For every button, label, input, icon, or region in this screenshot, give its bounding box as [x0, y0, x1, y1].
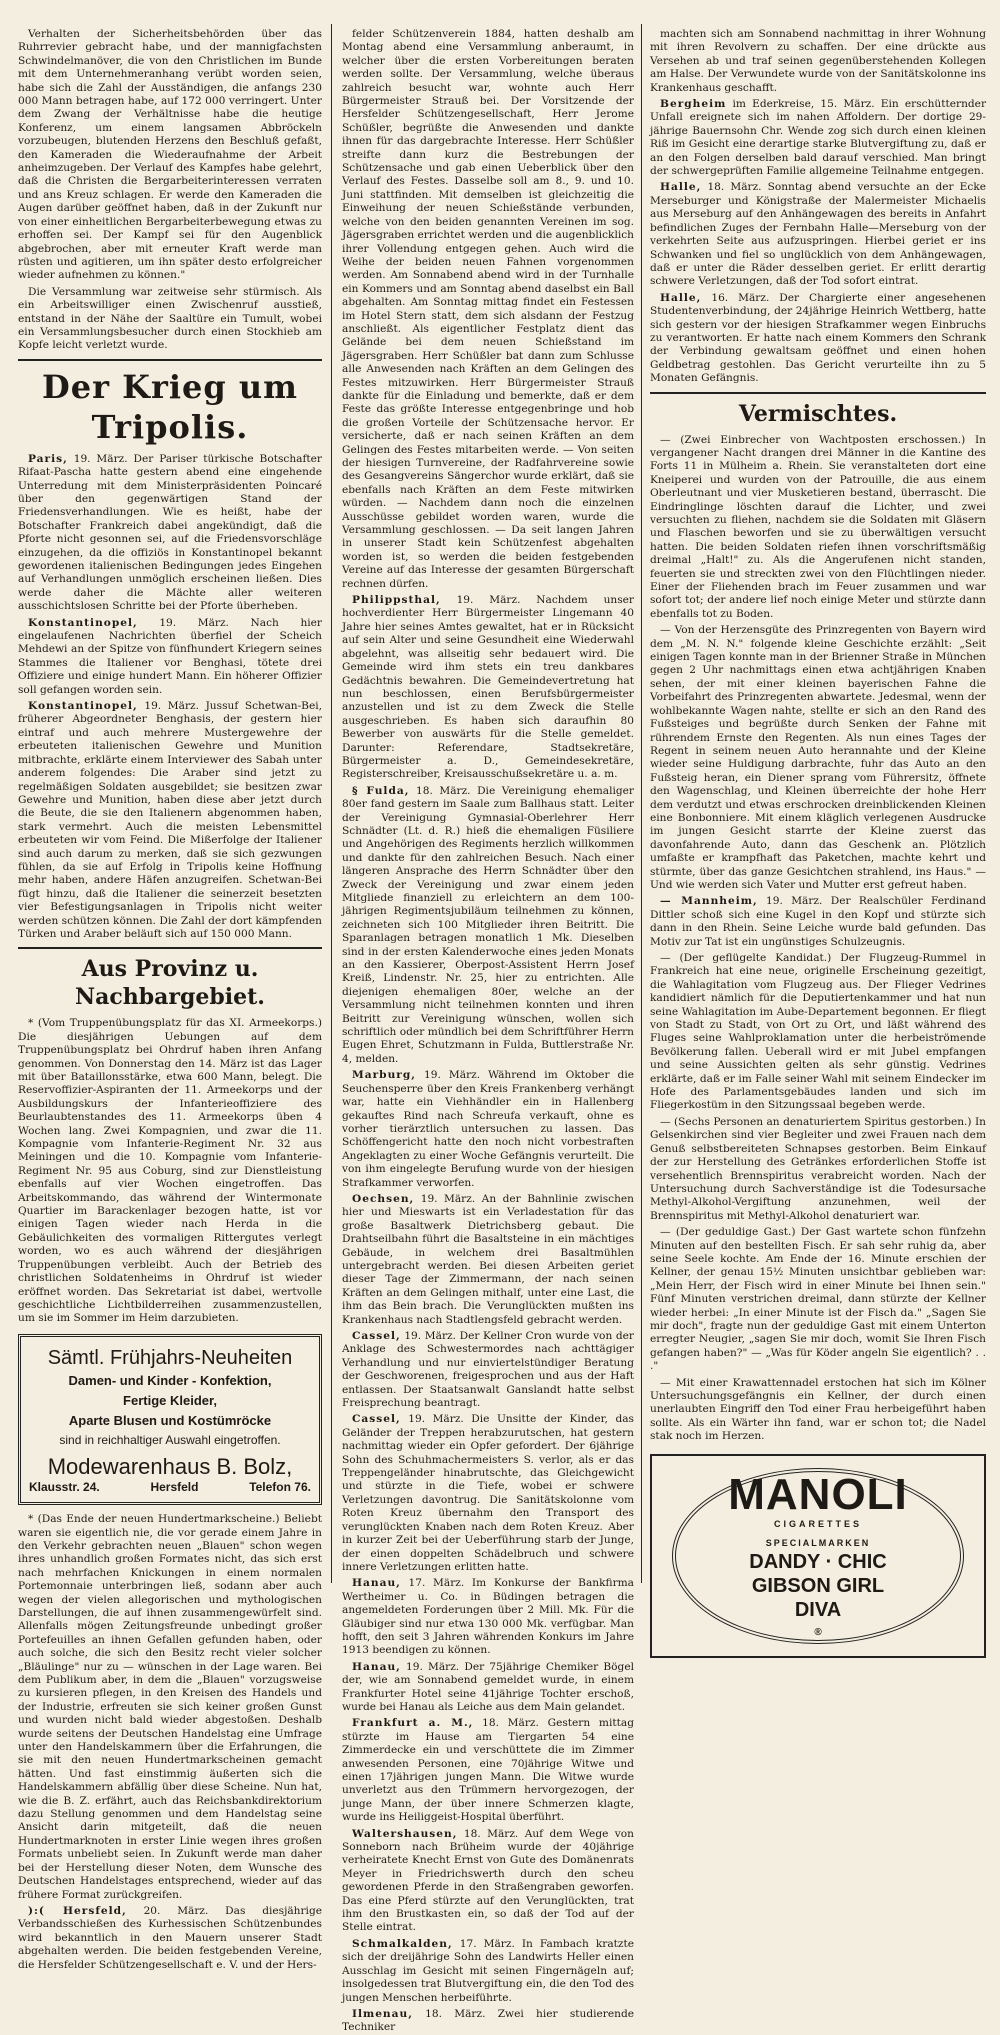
news-text: im Ederkreise, 15. März. Ein erschütternder Unfall ereignete sich im nahen Affoldern. Der dortige 29-jährige Bauernsohn Chr. Wende zog sich durch einen kleinen Riß im Gesicht eine derartige starke Blutvergiftung zu, daß er an den Folgen derselben bald darauf verschied. Man bringt der schwergeprüften Familie allgemeine Teilnahme entgegen.: [650, 98, 987, 178]
dateline: — Mannheim,: [660, 895, 758, 908]
manoli-brand-line: GIBSON GIRL: [751, 1575, 885, 1598]
news-item: [650, 181, 986, 288]
news-item: — (Der geflügelte Kandidat.) Der Flugzeug-Rummel in Frankreich hat eine neue, originelle Erscheinung gezeitigt, die Wahlagitation vom Flugzeug aus. Der Flieger Vedrines kandidiert nämlich für die Deputiertenkammer und hat nun seine Wahlagitation im Aube-Departement begonnen. Er fliegt von Stadt zu Stadt, von Ort zu Ort, und läßt während des Fluges seine Wahlproklamation unter die herbeiströmende Bevölkerung fallen. Ueberall wird er mit Jubel empfangen und seine Aussichten gelten als sehr günstig. Vedrines erklärte, daß er im Falle seiner Wahl mit seinem Eindecker im Hofe des Parlamentsgebäudes landen und sich im Fliegerkostüm in den Sitzungssaal begeben werde.: [650, 952, 986, 1112]
ad-town: Hersfeld: [150, 1479, 199, 1494]
ad-street: Klausstr. 24.: [29, 1479, 100, 1494]
article-continuation: Verhalten der Sicherheitsbehörden über das Ruhrrevier gebracht habe, und der mannigfachsten Schwindelmanöver, die von den Christlichen im Bunde mit dem Unternehmeranhang verübt worden seien, habe sich die Zahl der Ausständigen, die anfangs 230 000 Mann betragen habe, auf 172 000 verringert. Unter dem Zwang der Verhältnisse habe die heutige Konferenz, um einem langsamen Abbröckeln vorzubeugen, blutenden Herzens den Beschluß gefaßt, den Kameraden die Wiederaufnahme der Arbeit anheimzugeben. Der Verlauf des Kampfes habe gelehrt, daß die Christen die Bergarbeiterinteressen verraten und ans Kreuz schlagen. Er werde den Kameraden die Augen darüber geöffnet haben, daß in der Zukunft nur von einer einheitlichen Bergarbeiterbewegung etwas zu erhoffen sei. Der Kampf sei für den Augenblick abgebrochen, aber mit erneuter Kraft werde man rüsten und agitieren, um ihn später desto erfolgreicher wieder aufnehmen zu können.": [18, 28, 322, 282]
dateline: Halle,: [660, 181, 702, 194]
news-item: — Mit einer Krawattennadel erstochen hat sich im Kölner Untersuchungsgefängnis ein Kellner, der durch einen unerlaubten Eingriff den Tod einer Frau herbeigeführt haben sollte. Als ein Wärter ihn fand, war er schon tot; die Nadel stak noch im Herzen.: [650, 1376, 986, 1443]
ad-store-name: Modewarenhaus B. Bolz,: [47, 1453, 293, 1479]
article-continuation: felder Schützenverein 1884, hatten deshalb am Montag abend eine Versammlung anberaumt, in welcher über die ersten Vorbereitungen beraten werden sollte. Der Versammlung, welche überaus zahlreich besucht war, wohnte auch Herr Bürgermeister Strauß bei. Der Vorsitzende der Hersfelder Schützengesellschaft, Herr Jerome Schüßler, begrüßte die Anwesenden und dankte ihnen für das dargebrachte Interesse. Herr Schüßler streifte dann kurz die Bestrebungen der Schützensache und gab einen Ueberblick über den Verlauf des Festes. Dasselbe soll am 8., 9. und 10. Juni stattfinden. Mit demselben ist gleichzeitig die Einweihung der neuen Schießstände verbunden, welche von den beiden genannten Vereinen im sog. Jägersgraben errichtet werden und die augenblicklich ihrer Vollendung entgegen gehen. Auch wird die Weihe der beiden neuen Fahnen vorgenommen werden. Am Sonnabend abend wird in der Turnhalle ein Kommers und am Sonntag abend daselbst ein Ball abgehalten. Am Sonntag mittag findet ein Festessen im Hotel Stern statt, dem sich alsdann der Festzug anschließt. Als eigentlicher Festplatz dient das Gelände bei dem neuen Schießstand im Jägersgraben. Herr Schüßler bat dann zum Schlusse alle Anwesenden nach Kräften an dem Gelingen des Festes mitzuwirken. Herr Bürgermeister Strauß dankte für die Einladung und bemerkte, daß er dem Feste das größte Interesse entgegenbringe und hob die großen Vorteile der Schützensache hervor. Er versicherte, daß er nach seinen Kräften an dem Gelingen des Festes mitarbeiten werde. — Von seiten der hiesigen Turnvereine, der Radfahrvereine sowie des Gesangvereins Sängerchor wurde erklärt, daß sie ebenfalls nach Kräften an dem Feste mitwirken würden. — Nachdem dann noch die einzelnen Ausschüsse gebildet worden waren, wurde die Versammlung geschlossen. — Da seit langen Jahren in unserer Stadt kein Schützenfest abgehalten worden ist, so werden die beiden festgebenden Vereine auf das Interesse der gesamten Bürgerschaft rechnen dürfen.: [342, 28, 634, 590]
news-item: — (Zwei Einbrecher von Wachtposten erschossen.) In vergangener Nacht drangen drei Männer in die Kantine des Forts 11 in Mülheim a. Rhein. Sie veranstalteten dort eine Kneiperei und wurden von der Patrouille, die aus einem Oberleutnant und vier Musketieren bestand, überrascht. Die Eindringlinge löschten darauf die Lichter, und zwei versuchten zu fliehen, nachdem sie die Soldaten mit Gläsern und Flaschen beworfen und sie zu überwältigen versucht hatten. Die beiden Soldaten riefen ihnen vorschriftsmäßig dreimal „Halt!" zu. Als die Angerufenen nicht standen, feuerten sie und streckten zwei von den Flüchtlingen nieder. Einer der Fliehenden brach im Feuer zusammen und war sofort tot; der andere lief noch einige Meter und stürzte dann ebenfalls tot zu Boden.: [650, 433, 986, 620]
ad-address: [29, 1481, 311, 1494]
dateline: Halle,: [660, 291, 702, 304]
section-divider: [18, 359, 322, 361]
news-item: [342, 1193, 634, 1327]
news-item: — (Sechs Personen an denaturiertem Spiritus gestorben.) In Gelsenkirchen sind vier Begleiter und zwei Frauen nach dem Genuß selbstbereiteten Schnapses gestorben. Beim Einkauf der zur Herstellung des Getränkes erforderlichen Stoffe ist versehentlich Brennspiritus verabreicht worden. Nach der Untersuchung durch Sachverständige ist die Todesursache Methyl-Alkohol-Vergiftung anzunehmen, weil der Brennspiritus mit Methyl-Alkohol denaturiert war.: [650, 1115, 986, 1222]
dateline: Paris,: [28, 452, 68, 465]
dateline: Ilmenau,: [352, 2007, 413, 2020]
dateline: Schmalkalden,: [352, 1937, 453, 1950]
dateline: Konstantinopel,: [28, 616, 138, 629]
news-item: [342, 1413, 634, 1574]
dateline: Waltershausen,: [352, 1827, 458, 1840]
manoli-cigarettes: CIGARETTES: [773, 1518, 862, 1529]
news-text: 19. März. Jussuf Schetwan-Bei, früherer Abgeordneter Benghasis, der gestern hier eintraf und auch mehrere Mustergewehre der erbeuteten italienischen Gewehre und Munition mitbrachte, erklärte einem Interviewer des Sabah unter anderem folgendes: Die Araber sind jetzt zu regelmäßigen Soldaten ausgebildet; sie besitzen zwar Gewehre und Munition, haben diese aber jetzt durch die Beute, die sie den Italienern abgenommen haben, stark vermehrt. Auch die meisten Lebensmittel erbeuteten wir vom Feind. Die Mißerfolge der Italiener sind auch darum zu merken, daß sie sich gezwungen fühlen, da sie auf Erfolg in Tripolis keine Hoffnung mehr haben, andere Häfen anzugreifen. Schetwan-Bei fügt hinzu, daß die Italiener die seinerzeit besetzten vier Befestigungsanlagen in Tripolis nicht weiter werden schützen können. Die Zahl der dort kämpfenden Türken und Araber beläuft sich auf 150 000 Mann.: [18, 700, 322, 940]
ad-line: Damen- und Kinder - Konfektion,: [68, 1372, 272, 1388]
dateline: § Fulda,: [352, 784, 410, 797]
news-text: 19. März. Der Kellner Cron wurde von der Anklage des Schwestermordes nach achttägiger Verhandlung und nur einviertelstündiger Beratung der Geschworenen, freigesprochen und aus der Haft entlassen. Der Staatsanwalt Ganslandt hatte selbst Freisprechung beantragt.: [342, 1330, 634, 1410]
dateline: Cassel,: [352, 1413, 401, 1426]
news-text: 16. März. Der Chargierte einer angesehenen Studentenverbindung, der 24jährige Heinrich Wettberg, hatte sich gestern vor der hiesigen Strafkammer wegen Einbruchs zu verantworten. Er hatte nach einem Kommers den Schrank der Verbindung gewaltsam geöffnet und einen hohen Geldbetrag gestohlen. Das Gericht verurteilte ihn zu 5 Monaten Gefängnis.: [650, 291, 987, 385]
news-item: [650, 292, 986, 386]
news-text: 19. März. Der 75jährige Chemiker Bögel der, wie am Sonnabend gemeldet wurde, in einem Frankfurter Hotel seine 41jährige Tochter erschoß, wurde bei Hanau als Leiche aus dem Main gelandet.: [342, 1660, 634, 1713]
manoli-brand-line: DANDY · CHIC: [749, 1551, 887, 1574]
news-text: 20. März. Das diesjährige Verbandsschießen des Kurhessischen Schützenbundes wird bekanntlich in den Mauern unserer Stadt abgehalten werden. Die beiden festgebenden Vereine, die Hersfelder Schützengesellschaft e. V. und der Hers-: [18, 1904, 322, 1971]
news-text: 18. März. Zwei hier studierende Techniker: [342, 2007, 634, 2034]
dateline: Philippsthal,: [352, 594, 441, 607]
news-item: — Von der Herzensgüte des Prinzregenten von Bayern wird dem „M. N. N." folgende kleine Geschichte erzählt: „Seit einigen Tagen konnte man in der Brienner Straße in München gegen 2 Uhr nachmittags einen etwa achtjährigen Knaben sehen, der mit einer kleinen bayerischen Fahne die Vorbeifahrt des Prinzregenten abwartete. Jedesmal, wenn der wohlbekannte Wagen nahte, stellte er sich an den Rand des Fußsteiges und begrüßte durch Senken der Fahne mit rührendem Ernste den Regenten. Als nun eines Tages der Regent in seinem neuen Auto herannahte und der Kleine wieder seine Huldigung darbrachte, fuhr das Auto an den Fußsteig heran, ein Diener sprang vom Führersitz, öffnete den Wagenschlag, und Kleinen überreichte der hohe Herr dem verdutzt und etwas erschrocken dreinblickenden Kleinen eine Bonbonniere. Mit einem kläglich verlegenen Ausdrucke im jungen Gesicht starrte der Kleine zuerst das davonfahrende Auto, dann das Geschenk an. Plötzlich umfaßte er krampfhaft das Paketchen, machte kehrt und stürmte, über das ganze Gesichtchen strahlend, ins Haus." — Und wie werden sich Vater und Mutter erst gefreut haben.: [650, 624, 986, 891]
news-item: [342, 1828, 634, 1935]
manoli-special: SPECIALMARKEN: [765, 1537, 871, 1548]
news-text: 19. März. An der Bahnlinie zwischen hier und Mieswarts ist ein Verladestation für das große Basaltwerk Dietrichsberg gebaut. Die Drahtseilbahn führt die Basaltsteine in ein mächtiges Gebäude, in welchem drei Basaltmühlen untergebracht werden. Bei diesen Arbeiten geriet dieser Tage der Zimmermann, der nach seinen Kräften an dem Gelingen mithalf, unter eine Last, die ihm das Bein brach. Die Verunglückten mußten ins Krankenhaus nach Stadtlengsfeld gebracht werden.: [342, 1192, 634, 1326]
dateline: Frankfurt a. M.,: [352, 1717, 474, 1730]
column-rule: [641, 24, 642, 1583]
advertisement-bolz: [18, 1334, 322, 1505]
news-text: 18. März. Die Vereinigung ehemaliger 80er fand gestern im Saale zum Ballhaus statt. Leiter der Vereinigung Gymnasial-Oberlehrer Herr Schnädter (Lt. d. R.) hieß die ehemaligen Füsiliere und Angehörigen des Regiments herzlich willkommen und dankte für den zahlreichen Besuch. Nach einer längeren Ansprache des Herrn Schnädter über den Zweck der Vereinigung und zwar einem jeden Mitgliede finanziell zu erleichtern an dem 100-jährigen Regimentsjubiläum teilnehmen zu können, zeichneten sich 100 Mitglieder ihren Beitritt. Die Sparanlagen betragen monatlich 1 Mk. Dieselben sind in der ersten Kalenderwoche eines jeden Monats an den Kassierer, Oberpost-Assistent Herrn Josef Kreiß, Lindenstr. Nr. 25, hier zu entrichten. Alle diejenigen ehemaligen 80er, welche an der Versammlung nicht teilnehmen konnten und ihren Beitritt zur Vereinigung wünschen, wollen sich schriftlich oder mündlich bei dem Schriftführer Herrn Eugen Ehret, Schutzmann in Fulda, Buttlerstraße Nr. 4, melden.: [342, 784, 634, 1065]
ad-line: Fertige Kleider,: [123, 1392, 217, 1408]
column-rule: [331, 24, 332, 1583]
ad-phone: Telefon 76.: [249, 1479, 311, 1494]
news-item: [342, 1938, 634, 2005]
news-item: [342, 1717, 634, 1824]
news-text: 19. März. Der Pariser türkische Botschafter Rifaat-Pascha hatte gestern abend eine eingehende Unterredung mit dem Ministerpräsidenten Poincaré über den gegenwärtigen Stand der Friedensverhandlungen. Wie es heißt, habe der Botschafter Frankreich dabei angekündigt, daß die Pforte nicht gesonnen sei, auf die Friedensvorschläge einzugehen, da die offiziös in Konstantinopel bekannt gewordenen italienischen Bedingungen jedes Eingehen auf Verhandlungen unmöglich erscheinen ließen. Dies werde daher die Mächte aller weiteren ausschichtslosen Schritte bei der Pforte überheben.: [18, 452, 322, 613]
news-text: 18. März. Sonntag abend versuchte an der Ecke Merseburger und Königstraße der Malermeister Michaelis aus Merseburg auf den Anhängewagen des bereits in Anfahrt befindlichen Zuges der Fernbahn Halle—Merseburg von der verkehrten Seite aus aufzuspringen. Hierbei geriet er ins Schwanken und fiel so unglücklich von dem Anhängewagen, daß er unter die Räder desselben geriet. Er erlitt derartig schwere Verletzungen, daß der Tod sofort eintrat.: [650, 181, 987, 288]
dateline: Cassel,: [352, 1330, 401, 1342]
section-divider: [650, 392, 986, 394]
article-continuation: machten sich am Sonnabend nachmittag in ihrer Wohnung mit ihren Revolvern zu schaffen. Der eine drückte aus Versehen ab und traf seinen gegenüberstehenden Kollegen am Halse. Der Verwundete wurde von der Sanitätskolonne ins Krankenhaus geschafft.: [650, 28, 986, 94]
news-item: [18, 617, 322, 697]
news-item: [342, 1661, 634, 1715]
dateline: Oechsen,: [352, 1192, 415, 1205]
news-item: [342, 785, 634, 1067]
dateline: ):( Hersfeld,: [28, 1904, 127, 1917]
news-item: [342, 594, 634, 782]
news-text: 17. März. Im Konkurse der Bankfirma Wertheimer u. Co. in Büdingen betragen die angemeldeten Forderungen über 2 Mill. Mk. Für die Gläubiger sind nur etwa 130 000 Mk. verfügbar. Man hofft, den seit 3 Jahren währenden Konkurs im Jahre 1913 beendigen zu können.: [342, 1577, 634, 1657]
news-text: 19. März. Nachdem unser hochverdienter Herr Bürgermeister Lingemann 40 Jahre hier seines Amtes gewaltet, hat er in Rücksicht auf sein Alter und seine Gesundheit eine Wiederwahl abgelehnt, was allseitig sehr bedauert wird. Die Gemeinde wird ihm stets ein treu dankbares Gedächtnis bewahren. Die Gemeindevertretung hat nun beschlossen, einen Berufsbürgermeister anzustellen und ist zu dem Zweck die Stelle ausgeschrieben. Es haben sich daraufhin 80 Bewerber von auswärts für die Stelle gemeldet. Darunter: Referendare, Stadtsekretäre, Bürgermeister a. D., Gemeindesekretäre, Registerschreiber, Kreisausschußsekretäre u. a. m.: [342, 594, 634, 781]
news-item: [650, 895, 986, 949]
news-item: [18, 1905, 322, 1972]
news-item: [18, 453, 322, 614]
column-2: [342, 28, 634, 2034]
section-headline-provinz: Aus Provinz u. Nachbargebiet.: [75, 956, 265, 1011]
news-text: 18. März. Gestern mittag stürzte im Hause am Tiergarten 54 eine Zimmerdecke ein und verschüttete die im Zimmer anwesenden Personen, eine 70jährige Witwe und einen 17jährigen jungen Mann. Die Witwe wurde unverletzt aus den Trümmern hervorgezogen, der junge Mann, der über innere Schmerzen klagte, wurde ins Heiliggeist-Hospital überführt.: [342, 1717, 634, 1824]
manoli-brand: MANOLI: [728, 1469, 908, 1519]
news-text: 17. März. In Fambach kratzte sich der dreijährige Sohn des Landwirts Heller einen Ausschlag im Gesicht mit seinen Fingernägeln auf; insolgedessen trat Blutvergiftung ein, die den Tod des jungen Menschen herbeiführte.: [342, 1937, 634, 2004]
column-3: [650, 28, 987, 1639]
news-item: — (Der geduldige Gast.) Der Gast wartete schon fünfzehn Minuten auf den bestellten Fisch. Er sah sehr ruhig da, aber seine Seele kochte. Am Ende der 16. Minute erschien der Kellner, der genau 15½ Minuten unsichtbar geblieben war: „Mein Herr, der Fisch wird in einer Minute bei Ihnen sein." Fünf Minuten verstrichen dreimal, dann stürzte der Kellner wieder herbei: „In einer Minute ist der Fisch da." „Sagen Sie mir doch", fragte nun der geduldige Gast mit einem Unterton erregter Neugier, „sagen Sie mir doch, womit Sie Ihren Fisch gefangen haben?" — „Was für Köder angeln Sie eigentlich? . . .": [650, 1226, 986, 1373]
column-1: [18, 28, 322, 1971]
news-text: 19. März. Nach hier eingelaufenen Nachrichten überfiel der Scheich Mehdewi an der Spitze von fünfhundert Kriegern seines Stammes die Italiener vor Benghasi, tötete drei Offiziere und einige hundert Mann. Ein höherer Offizier soll gefangen worden sein.: [18, 616, 322, 696]
article-paragraph: Die Versammlung war zeitweise sehr stürmisch. Als ein Arbeitswilliger einen Zwischenruf ausstieß, entstand in der Nähe der Saaltüre ein Tumult, wobei ein Versammlungsbesucher durch einen Stockhieb am Kopfe leicht verletzt wurde.: [18, 285, 322, 352]
news-text: 19. März. Die Unsitte der Kinder, das Geländer der Treppen herabzurutschen, hat gestern nachmittag wieder ein Opfer gefordert. Der 6jährige Sohn des Schuhmachermeisters S. verlor, als er das Treppengeländer hinabrutschte, das Gleichgewicht und stürzte in die Tiefe, wobei er schwere Verletzungen davontrug. Die Sanitätskolonne vom Roten Kreuz übernahm den Transport des verunglückten Knaben nach dem Roten Kreuz. Aber in kurzer Zeit bei der Ueberführung starb der Junge, der einen doppelten Schädelbruch und schwere innere Verletzungen erlitten hatte.: [342, 1413, 634, 1573]
section-headline-vermischtes: Vermischtes.: [738, 400, 898, 427]
manoli-brand-line: DIVA: [794, 1599, 842, 1622]
registered-mark: ®: [814, 1627, 822, 1639]
news-item: [342, 2008, 634, 2035]
ad-line: Aparte Blusen und Kostümröcke: [68, 1412, 272, 1428]
dateline: Konstantinopel,: [28, 700, 138, 713]
news-item: [342, 1069, 634, 1190]
news-text: 18. März. Auf dem Wege von Sonneborn nach Brüheim wurde der 40jährige verheiratete Knecht Ernst von Gute des Domänenrats Meyer in Friedrichswerth durch den scheu gewordenen Pferde in den Straßengraben geworfen. Das eine Pferd stürzte auf den Verunglückten, trat ihm den Brustkasten ein, so daß der Tod auf der Stelle eintrat.: [342, 1827, 634, 1934]
manoli-logo: [672, 1468, 964, 1644]
ad-line: sind in reichhaltiger Auswahl eingetroffen.: [59, 1432, 281, 1447]
section-headline-tripolis: Der Krieg um Tripolis.: [42, 367, 298, 446]
section-divider: [18, 947, 322, 949]
news-text: 19. März. Der Realschüler Ferdinand Dittler schoß sich eine Kugel in den Kopf und stürzte sich dann in den Rhein. Seine Leiche wurde bald gefunden. Das Motiv zur Tat ist ein ungünstiges Schulzeugnis.: [650, 895, 986, 948]
news-item: [18, 700, 322, 941]
ad-title: Sämtl. Frühjahrs-Neuheiten: [47, 1346, 293, 1369]
advertisement-manoli: [650, 1454, 986, 1658]
dateline: Bergheim: [660, 98, 727, 111]
news-item: * (Vom Truppenübungsplatz für das XI. Armeekorps.) Die diesjährigen Uebungen auf dem Truppenübungsplatz bei Ohrdruf haben ihren Anfang genommen. Von Donnerstag den 14. März ist das Lager mit über Bataillonsstärke, etwa 600 Mann, belegt. Die Reservoffizier-Aspiranten der 11. Armeekorps und der Ausbildungskurs der Infanterieoffiziere des Beurlaubtenstandes des 11. Armeekorps üben 4 Wochen lang. Zwei Kompagnien, und zwar die 11. Kompagnie vom Infanterie-Regiment Nr. 32 aus Meiningen und die 10. Kompagnie vom Infanterie-Regiment Nr. 95 aus Coburg, sind zur Dienstleistung ebenfalls auf vier Wochen eingetroffen. Das Arbeitskommando, das während der Wintermonate Quartier im Barackenlager bezogen hatte, ist vor einigen Tagen wieder nach Herda in die Gebäulichkeiten des vormaligen Rittergutes verlegt worden, wo es auch während der diesjährigen Truppenübungen verbleibt. Auch der Betrieb des christlichen Soldatenheims in Ohrdruf ist wieder eröffnet worden. Das Sekretariat ist dabei, wertvolle geschichtliche Lichtbilderreihen zusammenzustellen, um sie im Sommer im Heim darzubieten.: [18, 1017, 322, 1325]
news-item: * (Das Ende der neuen Hundertmarkscheine.) Beliebt waren sie eigentlich nie, die vor gerade einem Jahre in den Verkehr gebrachten neuen „Blauen" schon wegen ihres unhandlich großen Formates nicht, das sich erst nach mehrfachen Knickungen in einem normalen Portemonnaie unterbringen ließ, sodann aber auch wegen der vielen allegorischen und mythologischen Darstellungen, die auf ihnen zusammengewürfelt sind. Allenfalls mögen Zeitungsfreunde unbedingt großer Portefeuilles an ihnen Gefallen gefunden haben, oder auch solche, die sich den Besitz recht vieler solcher „Bläulinge" nur zu — wünschen in der Lage waren. Bei dem Publikum aber, in dem die „Blauen" vorzugsweise zu kursieren pflegen, in den Kreisen des Handels und der Industrie, erfreuten sie sich keiner großen Gunst und wurden nicht bald wieder abgestoßen. Deshalb wurde seitens der Deutschen Handelstag eine Umfrage unter den Handelskammern über die Erfahrungen, die sie mit den neuen Hundertmarkscheinen gemacht hätten. Und fast einstimmig äußerten sich die Handelskammern abfällig über diese Scheine. Nun hat, wie die B. Z. erfährt, auch das Reichsbankdirektorium dazu Stellung genommen und dem Handelstag seine Ansicht darin mitgeteilt, daß die neuen Hundertmarknoten in erster Linie wegen ihres großen Formats unbeliebt seien. In Zukunft werde man daher bei der Herstellung dieser Noten, dem Wunsche des Deutschen Handelstages entsprechend, wieder auf das frühere Format zurückgreifen.: [18, 1513, 322, 1901]
news-item: [342, 1330, 634, 1410]
news-item: [650, 98, 986, 178]
dateline: Hanau,: [352, 1577, 401, 1590]
dateline: Hanau,: [352, 1660, 401, 1673]
dateline: Marburg,: [352, 1069, 416, 1082]
news-item: [342, 1577, 634, 1657]
news-text: 19. März. Während im Oktober die Seuchensperre über den Kreis Frankenberg verhängt war, hatte ein Viehhändler ein in Hallenberg gekauftes Rind nach Schreufa verkauft, ohne es vorher tierärztlich untersuchen zu lassen. Das Schöffengericht hatte den noch nicht vorbestraften Angeklagten zu einer Woche Gefängnis verurteilt. Die von ihm eingelegte Berufung wurde von der hiesigen Strafkammer verworfen.: [342, 1069, 634, 1189]
